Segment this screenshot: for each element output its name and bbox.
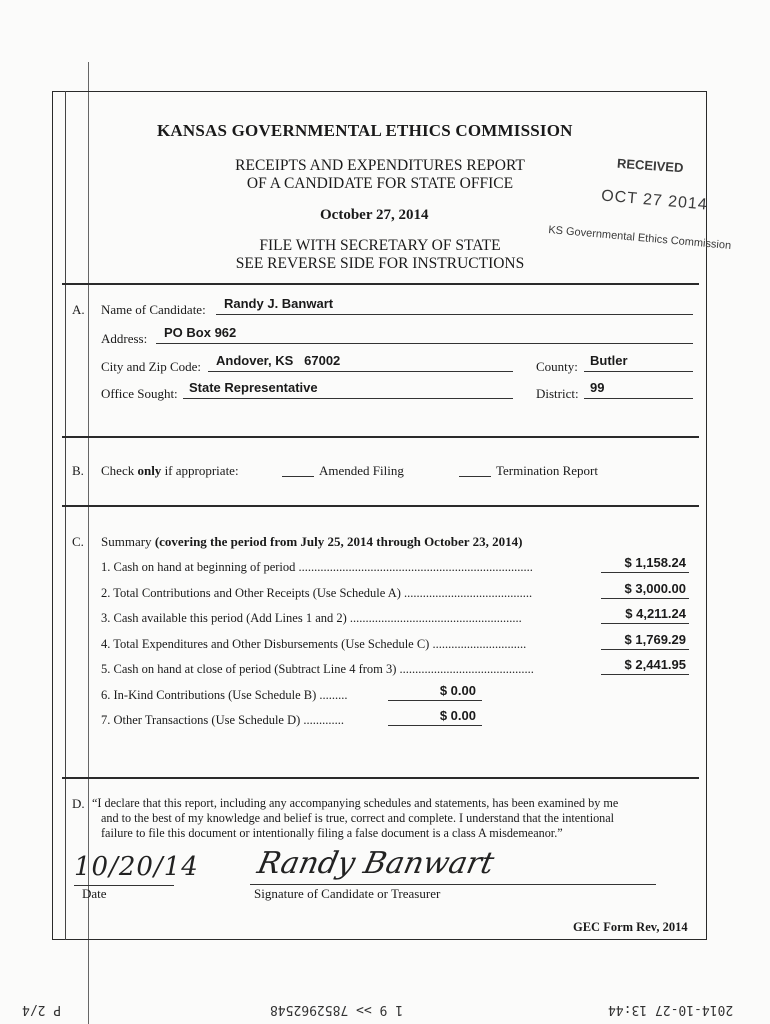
address-underline <box>156 343 693 344</box>
declaration-line-2: and to the best of my knowledge and belief is true, correct and complete. I understand that the intentional <box>101 811 615 825</box>
form-title: KANSAS GOVERNMENTAL ETHICS COMMISSION <box>157 121 573 140</box>
section-divider-a <box>62 436 699 438</box>
report-subtitle-1: RECEIPTS AND EXPENDITURES REPORT <box>235 157 525 174</box>
summary-line-4: 4. Total Expenditures and Other Disbursements (Use Schedule C) .............................. <box>101 637 527 651</box>
fax-footer-right: P 2/4 <box>22 1002 62 1017</box>
fax-footer-middle: 1 9 >> 7852962548 <box>270 1002 404 1017</box>
section-b-letter: B. <box>72 463 84 478</box>
inner-left-border <box>65 91 66 940</box>
city-zip-label: City and Zip Code: <box>101 359 202 374</box>
city-zip-underline <box>208 371 513 372</box>
summary-amount-3: $ 4,211.24 <box>625 606 686 621</box>
summary-line-7: 7. Other Transactions (Use Schedule D) ............. <box>101 713 345 727</box>
amended-filing-label: Amended Filing <box>319 463 404 478</box>
city-zip-value: Andover, KS 67002 <box>216 353 341 368</box>
date-label: Date <box>82 886 107 901</box>
summary-amount-7-underline <box>388 725 482 726</box>
district-value: 99 <box>590 380 605 395</box>
address-label: Address: <box>101 331 148 346</box>
summary-amount-3-underline <box>601 623 689 624</box>
summary-amount-2: $ 3,000.00 <box>624 581 686 596</box>
summary-amount-6: $ 0.00 <box>439 683 476 698</box>
section-a-letter: A. <box>72 302 85 317</box>
county-label: County: <box>536 359 578 374</box>
file-instruction-2: SEE REVERSE SIDE FOR INSTRUCTIONS <box>235 255 525 272</box>
summary-line-1: 1. Cash on hand at beginning of period ........................................................................... <box>101 560 533 574</box>
district-underline <box>584 398 693 399</box>
received-stamp-date: OCT 27 2014 <box>600 187 709 214</box>
section-divider-header <box>62 283 699 285</box>
section-divider-c <box>62 777 699 779</box>
section-d-letter: D. <box>72 796 85 811</box>
summary-amount-5: $ 2,441.95 <box>624 657 686 672</box>
declaration-line-1: “I declare that this report, including any accompanying schedules and statements, has been examined by me <box>92 796 619 810</box>
summary-amount-6-underline <box>388 700 482 701</box>
summary-line-3: 3. Cash available this period (Add Lines 1 and 2) ....................................................... <box>101 611 522 625</box>
district-label: District: <box>536 386 579 401</box>
candidate-name-underline <box>216 314 693 315</box>
county-value: Butler <box>590 353 628 368</box>
office-sought-underline <box>183 398 513 399</box>
office-sought-value: State Representative <box>189 380 318 395</box>
declaration-line-3: failure to file this document or intentionally filing a false document is a class A misdemeanor.” <box>101 826 563 840</box>
termination-report-checkbox[interactable] <box>459 476 491 477</box>
form-revision: GEC Form Rev, 2014 <box>573 920 688 934</box>
check-label-pre: Check <box>101 463 138 478</box>
summary-label: Summary <box>101 534 155 549</box>
summary-amount-2-underline <box>601 598 689 599</box>
summary-amount-5-underline <box>601 674 689 675</box>
summary-amount-4: $ 1,769.29 <box>624 632 686 647</box>
fax-footer-left: 2014-10-27 13:44 <box>608 1002 734 1017</box>
file-instruction-1: FILE WITH SECRETARY OF STATE <box>259 237 501 254</box>
summary-amount-4-underline <box>601 649 689 650</box>
summary-amount-7: $ 0.00 <box>439 708 476 723</box>
section-divider-b <box>62 505 699 507</box>
report-date: October 27, 2014 <box>320 207 429 223</box>
check-label-post: if appropriate: <box>161 463 239 478</box>
summary-line-5: 5. Cash on hand at close of period (Subtract Line 4 from 3) ........................................... <box>101 662 534 676</box>
check-label-bold: only <box>137 463 162 478</box>
candidate-name-value: Randy J. Banwart <box>224 296 334 311</box>
section-c-letter: C. <box>72 534 84 549</box>
candidate-name-label: Name of Candidate: <box>101 302 206 317</box>
summary-line-6: 6. In-Kind Contributions (Use Schedule B) ......... <box>101 688 348 702</box>
summary-line-2: 2. Total Contributions and Other Receipts (Use Schedule A) ......................................... <box>101 586 533 600</box>
handwritten-date: 10/20/14 <box>74 852 199 882</box>
county-underline <box>584 371 693 372</box>
signature-label: Signature of Candidate or Treasurer <box>254 886 441 901</box>
check-if-appropriate-label <box>101 463 239 479</box>
summary-amount-1: $ 1,158.24 <box>624 555 686 570</box>
summary-period: (covering the period from July 25, 2014 through October 23, 2014) <box>154 534 523 549</box>
office-sought-label: Office Sought: <box>101 386 178 401</box>
report-subtitle-2: OF A CANDIDATE FOR STATE OFFICE <box>246 175 514 192</box>
summary-heading <box>101 534 522 550</box>
address-value: PO Box 962 <box>164 325 237 340</box>
amended-filing-checkbox[interactable] <box>282 476 314 477</box>
signature: Randy Banwart <box>254 846 498 881</box>
summary-amount-1-underline <box>601 572 689 573</box>
signature-underline <box>250 884 656 885</box>
termination-report-label: Termination Report <box>496 463 598 478</box>
received-stamp-agency: KS Governmental Ethics Commission <box>547 224 732 252</box>
received-stamp-label: RECEIVED <box>616 155 684 176</box>
